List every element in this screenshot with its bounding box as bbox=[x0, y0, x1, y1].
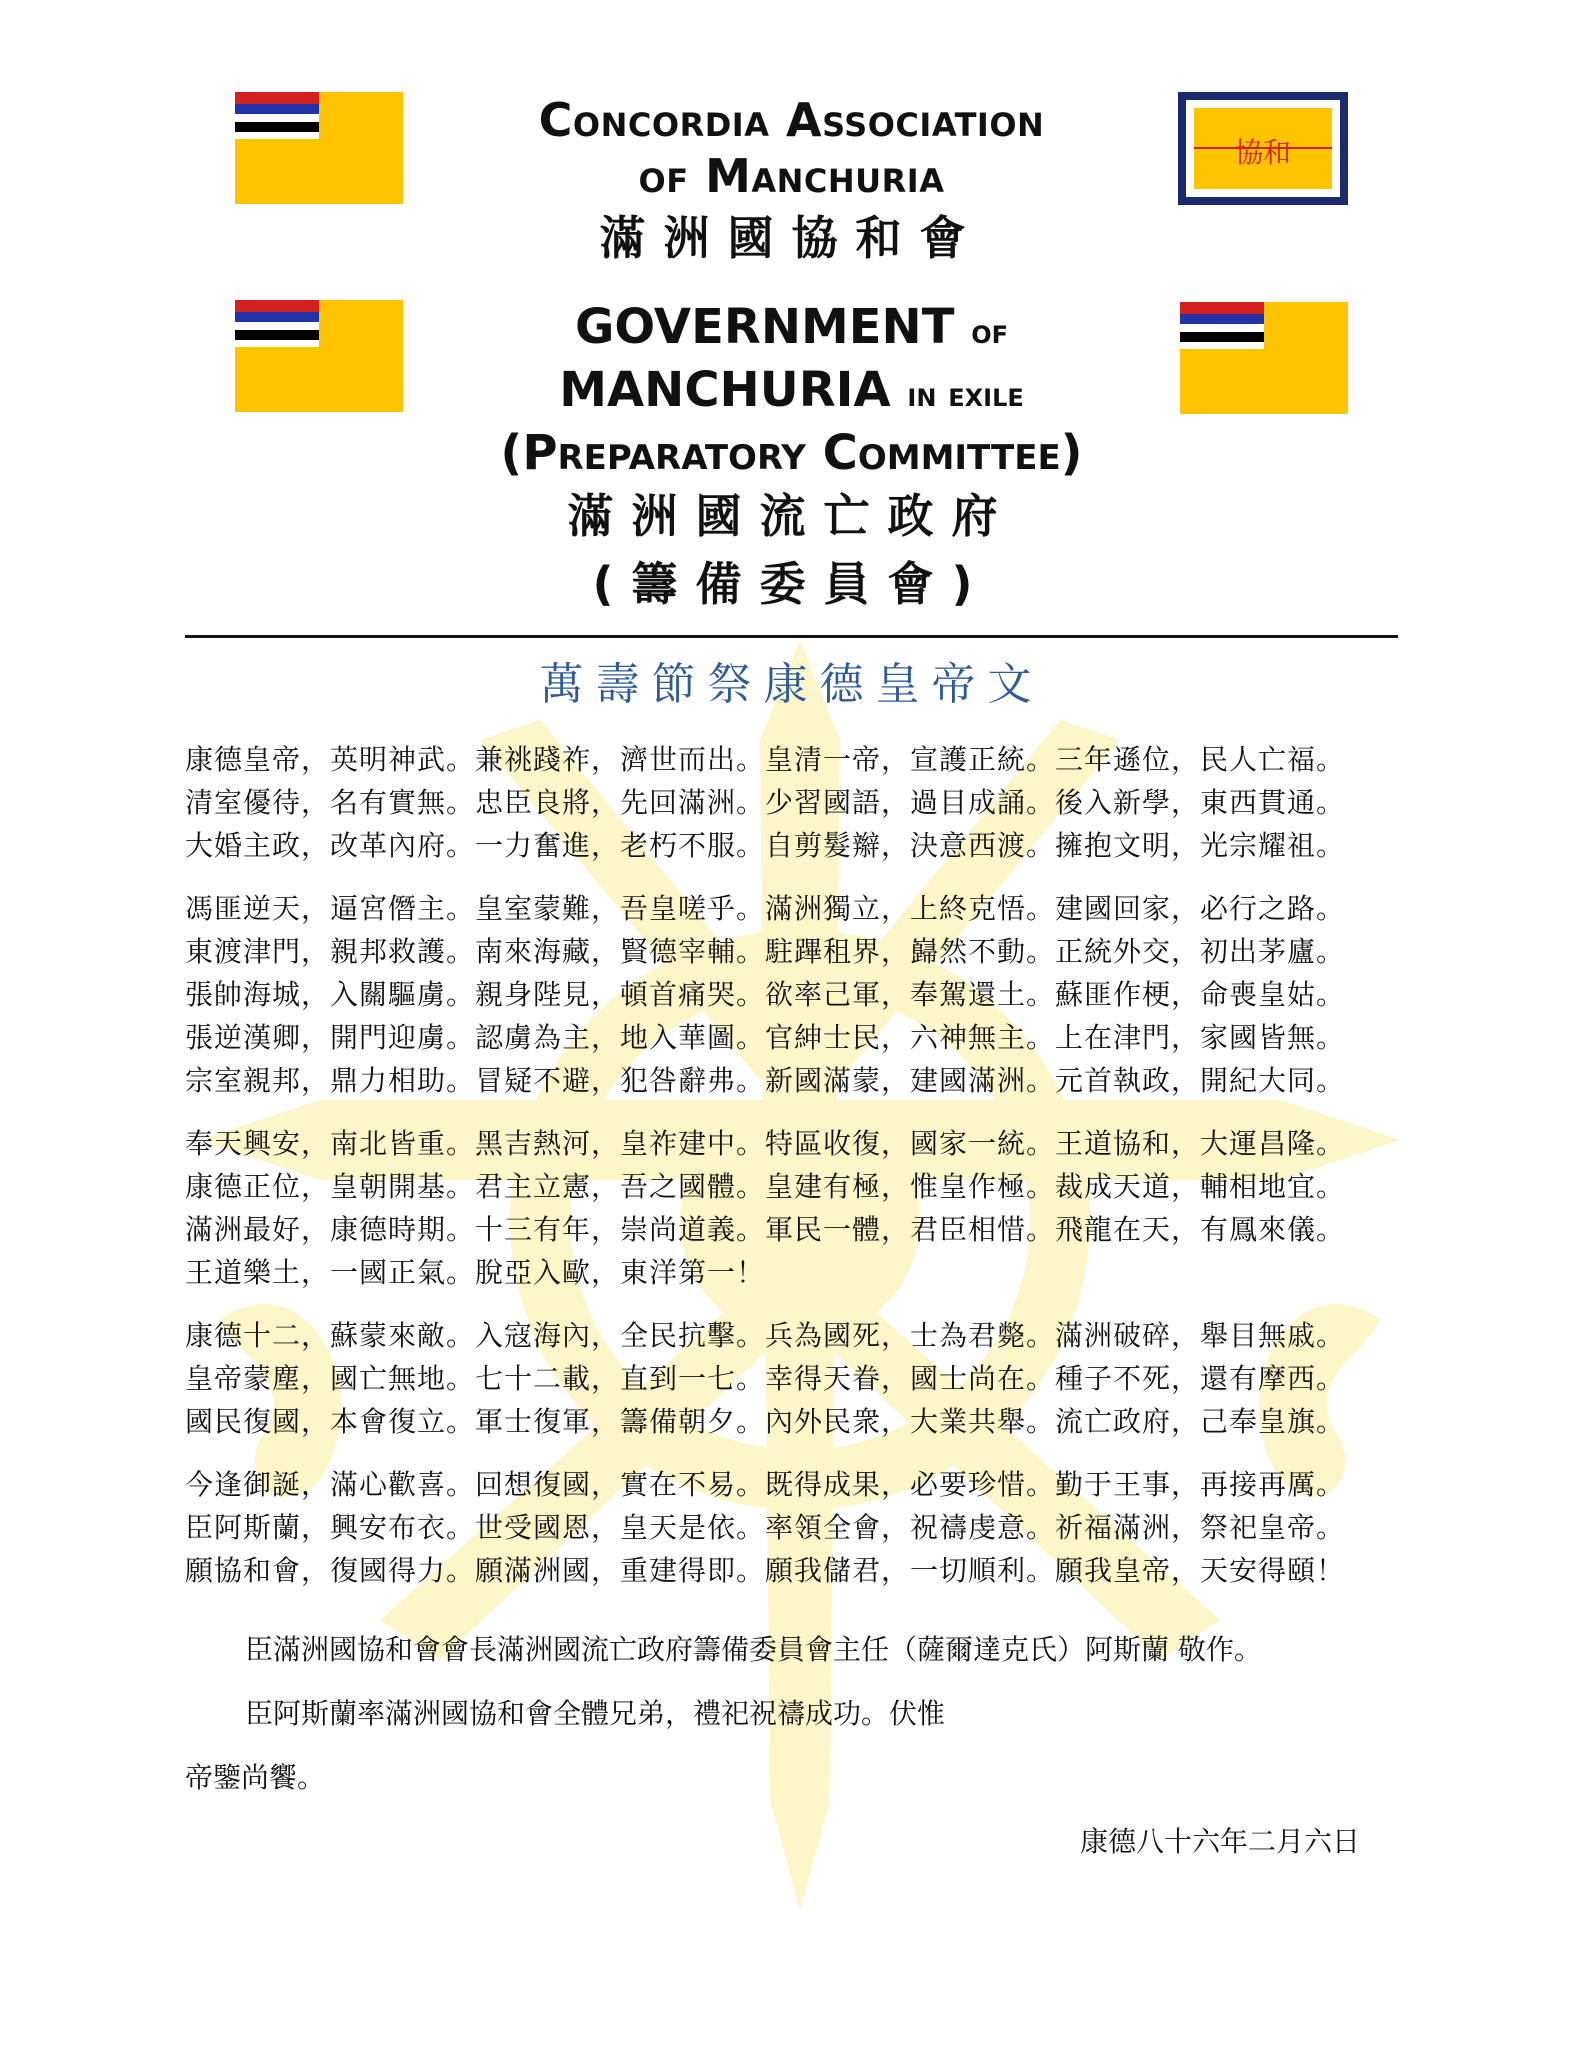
preparatory-committee: (Preparatory Committee) bbox=[500, 425, 1083, 481]
closing-line: 帝鑒尚饗。 bbox=[185, 1761, 326, 1794]
government-of: of bbox=[971, 312, 1008, 352]
association-name-line1: Concordia Association bbox=[538, 93, 1045, 147]
stanza bbox=[185, 738, 1415, 867]
verse-line: 願協和會，復國得力。願滿洲國，重建得即。願我儲君，一切順利。願我皇帝，天安得頤！ bbox=[185, 1554, 1346, 1587]
association-name-cjk: 滿洲國協和會 bbox=[599, 211, 984, 265]
verse-line: 皇帝蒙塵，國亡無地。七十二載，直到一七。幸得天眷，國士尚在。種子不死，還有摩西。 bbox=[185, 1362, 1346, 1395]
verse-line: 清室優待，名有實無。忠臣良將，先回滿洲。少習國語，過目成誦。後入新學，東西貫通。 bbox=[185, 786, 1346, 819]
author-attribution: 臣滿洲國協和會會長滿洲國流亡政府籌備委員會主任（薩爾達克氏）阿斯蘭 敬作。 bbox=[245, 1633, 1262, 1666]
manchuria-word: MANCHURIA bbox=[559, 362, 891, 418]
manchukuo-flag-top-left bbox=[235, 92, 403, 204]
government-line1 bbox=[380, 298, 1203, 361]
verse-line: 大婚主政，改革內府。一力奮進，老朽不服。自剪髮辮，決意西渡。擁抱文明，光宗耀祖。 bbox=[185, 829, 1346, 862]
offering-line: 臣阿斯蘭率滿洲國協和會全體兄弟，禮祀祝禱成功。伏惟 bbox=[245, 1697, 946, 1730]
in-exile: in exile bbox=[907, 375, 1024, 415]
verse-line: 康德十二，蘇蒙來敵。入寇海內，全民抗擊。兵為國死，士為君斃。滿洲破碎，舉目無戚。 bbox=[185, 1319, 1346, 1352]
concordia-emblem-text: 協和 bbox=[1234, 136, 1292, 169]
verse-line: 王道樂土，一國正氣。脫亞入歐，東洋第一！ bbox=[185, 1256, 766, 1289]
verse-line: 康德正位，皇朝開基。君主立憲，吾之國體。皇建有極，惟皇作極。裁成天道，輔相地宜。 bbox=[185, 1170, 1346, 1203]
concordia-flag-top-right bbox=[1178, 92, 1348, 205]
stanza bbox=[185, 1122, 1415, 1294]
verse-line: 國民復國，本會復立。軍士復軍，籌備朝夕。內外民衆，大業共舉。流亡政府，己奉皇旗。 bbox=[185, 1405, 1346, 1438]
verse-line: 滿洲最好，康德時期。十三有年，崇尚道義。軍民一體，君臣相惜。飛龍在天，有鳳來儀。 bbox=[185, 1213, 1346, 1246]
manchukuo-flag-middle-right bbox=[1180, 302, 1348, 414]
committee-cjk: (籌備委員會) bbox=[592, 557, 991, 611]
government-heading bbox=[380, 298, 1203, 618]
document-date: 康德八十六年二月六日 bbox=[1080, 1825, 1361, 1858]
government-cjk: 滿洲國流亡政府 bbox=[567, 489, 1016, 543]
header-divider bbox=[185, 635, 1398, 638]
eulogy-body bbox=[185, 738, 1415, 1612]
manchukuo-flag-middle-left bbox=[235, 300, 403, 412]
stanza bbox=[185, 1463, 1415, 1592]
association-name-line2: of Manchuria bbox=[638, 149, 945, 203]
verse-line: 臣阿斯蘭，興安布衣。世受國恩，皇天是依。率領全會，祝禱虔意。祈福滿洲，祭祀皇帝。 bbox=[185, 1511, 1346, 1544]
government-word: GOVERNMENT bbox=[575, 299, 955, 355]
verse-line: 張逆漢卿，開門迎虜。認虜為主，地入華圖。官紳士民，六神無主。上在津門，家國皆無。 bbox=[185, 1021, 1346, 1054]
association-heading bbox=[380, 92, 1203, 272]
stanza bbox=[185, 887, 1415, 1102]
verse-line: 馮匪逆天，逼宮僭主。皇室蒙難，吾皇嗟乎。滿洲獨立，上終克悟。建國回家，必行之路。 bbox=[185, 892, 1346, 925]
verse-line: 康德皇帝，英明神武。兼祧踐祚，濟世而出。皇清一帝，宣護正統。三年遜位，民人亡福。 bbox=[185, 743, 1346, 776]
verse-line: 奉天興安，南北皆重。黑吉熱河，皇祚建中。特區收復，國家一統。王道協和，大運昌隆。 bbox=[185, 1127, 1346, 1160]
verse-line: 東渡津門，親邦救護。南來海藏，賢德宰輔。駐蹕租界，巋然不動。正統外交，初出茅廬。 bbox=[185, 935, 1346, 968]
verse-line: 張帥海城，入關驅虜。親身陛見，頓首痛哭。欲率己軍，奉駕還土。蘇匪作梗，命喪皇姑。 bbox=[185, 978, 1346, 1011]
stanza bbox=[185, 1314, 1415, 1443]
government-line2 bbox=[380, 361, 1203, 424]
verse-line: 宗室親邦，鼎力相助。冒疑不避，犯咎辭弗。新國滿蒙，建國滿洲。元首執政，開紀大同。 bbox=[185, 1064, 1346, 1097]
verse-line: 今逢御誕，滿心歡喜。回想復國，實在不易。既得成果，必要珍惜。勤于王事，再接再厲。 bbox=[185, 1468, 1346, 1501]
document-title: 萬壽節祭康德皇帝文 bbox=[539, 659, 1044, 710]
